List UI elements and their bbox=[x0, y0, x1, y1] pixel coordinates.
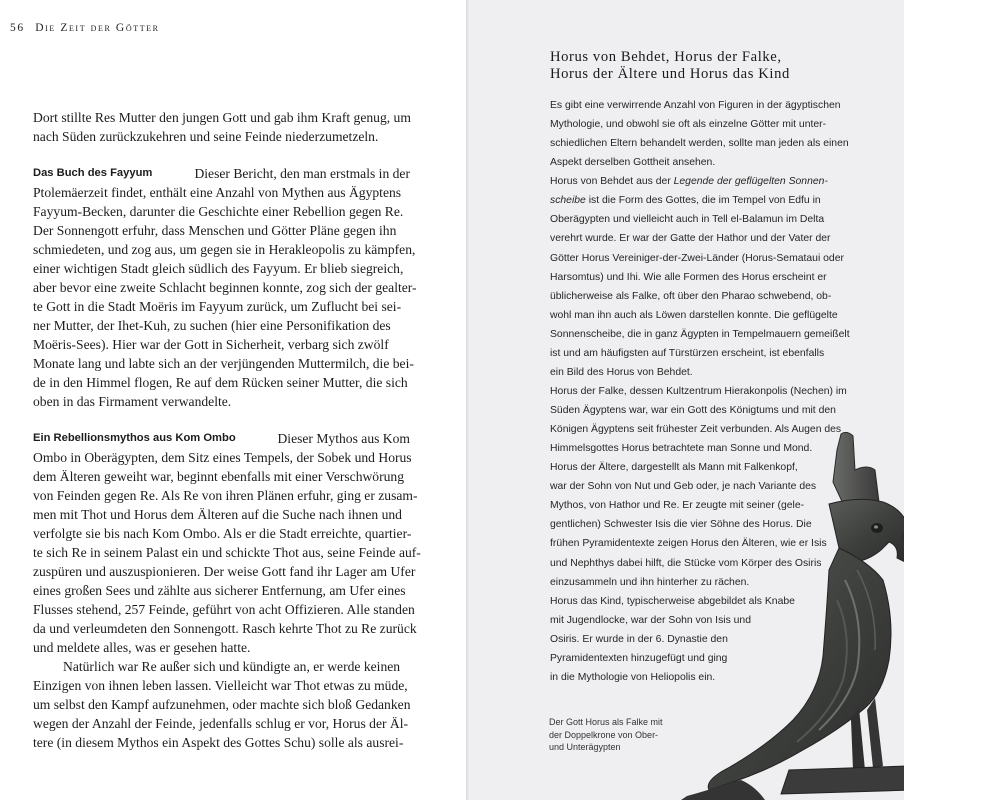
sidebar-line: Horus der Ältere, dargestellt als Mann mit Falkenkopf, bbox=[550, 462, 798, 474]
text-line: oben in das Firmament verwandelte. bbox=[33, 394, 232, 409]
sidebar-text-span: ist die Form des Gottes, die im Tempel von Edfu in bbox=[585, 195, 821, 207]
text-line: Fayyum-Becken, darunter die Geschichte einer Rebellion gegen Re. bbox=[33, 204, 404, 219]
text-line: und meldete alles, was er gesehen hatte. bbox=[33, 640, 251, 655]
sidebar-line: mit Jugendlocke, war der Sohn von Isis und bbox=[550, 614, 751, 626]
chapter-title: Die Zeit der Götter bbox=[35, 22, 160, 34]
sidebar-line: Horus der Falke, dessen Kultzentrum Hierakonpolis (Nechen) im bbox=[550, 385, 847, 397]
sidebar-line: schiedlichen Eltern behandelt werden, sollte man jeden als einen bbox=[550, 138, 849, 150]
sidebar-line: Süden Ägyptens war, war ein Gott des Königtums und mit den bbox=[550, 405, 836, 416]
text-line: zuspüren und auszuspionieren. Der weise Gott fand ihr Lager am Ufer bbox=[33, 564, 416, 579]
caption-line: und Unterägypten bbox=[549, 742, 621, 753]
text-line: Der Sonnengott erfuhr, dass Menschen und Götter Pläne gegen ihn bbox=[33, 223, 397, 238]
text-line: verfolgte sie bis nach Kom Ombo. Als er die Stadt erreichte, quartier- bbox=[33, 526, 412, 541]
sidebar-title-line: Horus der Ältere und Horus das Kind bbox=[550, 66, 790, 82]
sidebar-line bbox=[550, 172, 850, 191]
text-line: ner Mutter, der Ihet-Kuh, zu suchen (hier eine Personifikation des bbox=[33, 318, 391, 333]
sidebar-line: Mythos, von Hathor und Re. Er zeugte mit seiner (gele- bbox=[550, 500, 805, 512]
text-line: Einzigen von ihnen leben lassen. Vielleicht war Thot etwas zu müde, bbox=[33, 678, 408, 693]
text-line: de in den Himmel flogen, Re auf dem Rücken seiner Mutter, die sich bbox=[33, 375, 408, 390]
sidebar-line: Himmelsgottes Horus betrachtete man Sonne und Mond. bbox=[550, 443, 813, 455]
sidebar-title-ref: Legende der geflügelten Sonnen- bbox=[673, 176, 828, 188]
sidebar-line: Götter Horus Vereiniger-der-Zwei-Länder (Horus-Semataui oder bbox=[550, 252, 844, 264]
image-caption bbox=[549, 716, 663, 754]
sidebar-line: war der Sohn von Nut und Geb oder, je nach Variante des bbox=[550, 481, 817, 493]
sidebar-line: Königen Ägyptens seit frühester Zeit verbunden. Als Augen des bbox=[550, 424, 842, 436]
text-line: Ombo in Oberägypten, dem Sitz eines Tempels, der Sobek und Horus bbox=[33, 450, 412, 465]
sidebar-title bbox=[550, 49, 790, 83]
sidebar-line: in die Mythologie von Heliopolis ein. bbox=[550, 671, 716, 683]
sidebar-line: und Nephthys dabei hilft, die Stücke vom Körper des Osiris bbox=[550, 557, 822, 569]
text-line: wegen der Anzahl der Feinde, jedenfalls schlug er vor, Horus der Äl- bbox=[33, 716, 409, 731]
text-line: te sich Re in seinem Palast ein und schickte Thot aus, seine Feinde auf- bbox=[33, 545, 421, 560]
sidebar-line: wohl man ihn auch als Löwen darstellen konnte. Die geflügelte bbox=[550, 309, 838, 321]
text-line: schmiedeten, und zog aus, um gegen sie in Herakleopolis zu kämpfen, bbox=[33, 242, 416, 257]
sidebar-panel bbox=[469, 0, 904, 800]
text-line: men mit Thot und Horus dem Älteren auf die Suche nach ihnen und bbox=[33, 507, 402, 522]
sidebar-line: Es gibt eine verwirrende Anzahl von Figuren in der ägyptischen bbox=[550, 100, 841, 111]
section-heading: Ein Rebellionsmythos aus Kom Ombo bbox=[33, 432, 236, 444]
sidebar-line: Aspekt derselben Gottheit ansehen. bbox=[550, 157, 716, 169]
text-line: Flusses stehend, 257 Feinde, geführt von acht Offizieren. Alle standen bbox=[33, 602, 415, 617]
left-page bbox=[0, 0, 468, 800]
section-heading: Das Buch des Fayyum bbox=[33, 167, 153, 179]
sidebar-line: frühen Pyramidentexte zeigen Horus den Älteren, wie er Isis bbox=[550, 538, 827, 550]
sidebar-line: Horus das Kind, typischerweise abgebildet als Knabe bbox=[550, 595, 795, 607]
text-line: te Gott in die Stadt Moëris im Fayyum zurück, um Zuflucht bei sei- bbox=[33, 299, 402, 314]
sidebar-line: Pyramidentexten hinzugefügt und ging bbox=[550, 652, 728, 664]
text-line: um selbst den Kampf aufzunehmen, oder machte sich bloß Gedanken bbox=[33, 697, 411, 712]
text-line: Dieser Mythos aus Kom bbox=[277, 431, 410, 446]
section-first-line bbox=[33, 164, 410, 183]
sidebar-line: ist und am häufigsten auf Türstürzen erscheint, ist ebenfalls bbox=[550, 347, 825, 359]
sidebar-text bbox=[550, 96, 850, 687]
text-line: Ptolemäerzeit findet, enthält eine Anzahl von Mythen aus Ägyptens bbox=[33, 185, 402, 200]
text-line: Dieser Bericht, den man erstmals in der bbox=[194, 166, 410, 181]
outer-margin bbox=[904, 0, 1000, 800]
text-line: Monate lang und labte sich an der verjüngenden Muttermilch, die bei- bbox=[33, 356, 414, 371]
sidebar-line: ein Bild des Horus von Behdet. bbox=[550, 366, 693, 378]
text-line: Natürlich war Re außer sich und kündigte an, er werde keinen bbox=[63, 659, 401, 674]
text-line: da und verleumdeten den Sonnengott. Rasch kehrte Thot zu Re zurück bbox=[33, 621, 417, 636]
caption-line: Der Gott Horus als Falke mit bbox=[549, 717, 663, 727]
sidebar-line: üblicherweise als Falke, oft über den Pharao schwebend, ob- bbox=[550, 290, 832, 302]
text-line: von Feinden gegen Re. Als Re von ihren Plänen erfuhr, ging er zusam- bbox=[33, 488, 418, 503]
text-line: eines großen Sees und zählte aus sicherer Entfernung, am Ufer eines bbox=[33, 583, 406, 598]
sidebar-line: Oberägypten und vielleicht auch in Tell el-Balamun im Delta bbox=[550, 214, 825, 226]
sidebar-line: verehrt wurde. Er war der Gatte der Hathor und der Vater der bbox=[550, 233, 831, 245]
sidebar-line bbox=[550, 191, 850, 210]
sidebar-title-ref: scheibe bbox=[550, 195, 586, 207]
sidebar-line: gentlichen) Schwester Isis die vier Söhne des Horus. Die bbox=[550, 519, 812, 531]
sidebar-line: einzusammeln und ihn hinterher zu rächen. bbox=[550, 576, 750, 588]
sidebar-text-span: Horus von Behdet aus der bbox=[550, 176, 674, 188]
running-head bbox=[10, 22, 160, 34]
sidebar-line: Osiris. Er wurde in der 6. Dynastie den bbox=[550, 633, 728, 645]
text-line: dem Älteren geweiht war, beginnt ebenfalls mit einer Verschwörung bbox=[33, 469, 405, 484]
sidebar-title-line: Horus von Behdet, Horus der Falke, bbox=[550, 49, 782, 65]
text-line: tere (in diesem Mythos ein Aspekt des Gottes Schu) solle als ausrei- bbox=[33, 735, 404, 750]
main-text bbox=[33, 108, 421, 752]
page-number: 56 bbox=[10, 22, 25, 34]
text-line: aber bevor eine zweite Schlacht beginnen konnte, zog sich der gealter- bbox=[33, 280, 417, 295]
text-line: einer wichtigen Stadt gleich südlich des Fayyum. Er blieb siegreich, bbox=[33, 261, 404, 276]
sidebar-line: Sonnenscheibe, die in ganz Ägypten in Tempelmauern gemeißelt bbox=[550, 328, 850, 340]
caption-line: der Doppelkrone von Ober- bbox=[549, 729, 659, 740]
section-first-line bbox=[33, 429, 410, 448]
text-line: Dort stillte Res Mutter den jungen Gott und gab ihm Kraft genug, um bbox=[33, 110, 411, 125]
sidebar-line: Mythologie, und obwohl sie oft als einzelne Götter mit unter- bbox=[550, 119, 827, 131]
text-line: nach Süden zurückzukehren und seine Feinde niederzumetzeln. bbox=[33, 129, 379, 144]
sidebar-line: Harsomtus) und Ihi. Wie alle Formen des Horus erscheint er bbox=[550, 271, 827, 283]
text-line: Moëris-Sees). Hier war der Gott in Sicherheit, verbarg sich zwölf bbox=[33, 337, 389, 352]
